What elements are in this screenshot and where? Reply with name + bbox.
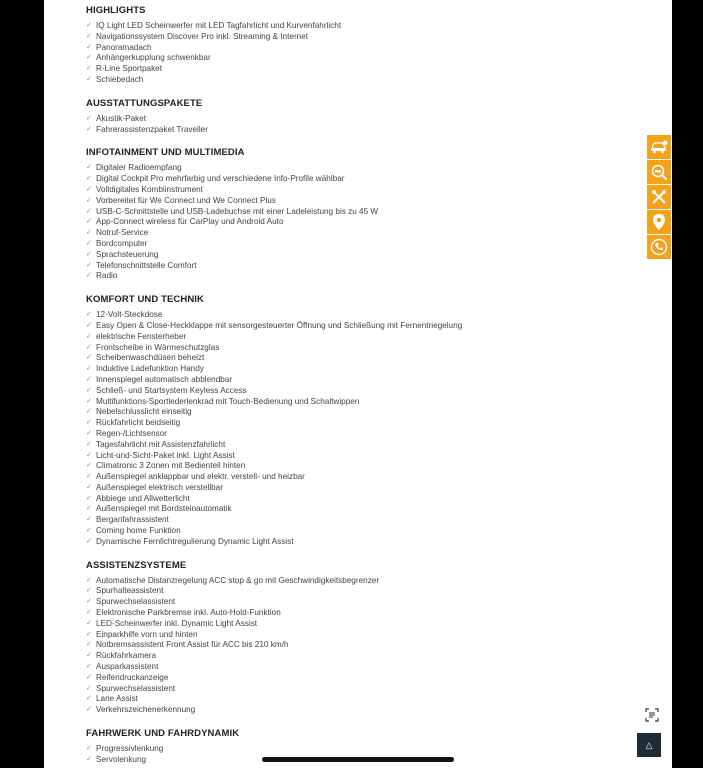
feature-item [86,608,666,619]
feature-label: Sprachsteuerung [96,249,159,259]
scroll-to-top-button[interactable] [637,733,661,757]
feature-label: Frontscheibe in Wärmeschutzglas [96,342,220,352]
feature-label: Ausparkassistent [96,662,159,672]
checkmark-icon: ✓ [86,185,92,193]
checkmark-icon: ✓ [86,229,92,237]
feature-item [86,239,666,250]
feature-item [86,397,666,408]
checkmark-icon: ✓ [86,65,92,73]
equipment-page [44,0,672,768]
feature-item [86,597,666,608]
checkmark-icon: ✓ [86,386,92,394]
checkmark-icon: ✓ [86,397,92,405]
checkmark-icon: ✓ [86,125,92,133]
scan-text-icon [645,708,659,722]
feature-label: Digital Cockpit Pro mehrfarbig und verschiedene Info-Profile wählbar [96,174,345,184]
feature-item [86,440,666,451]
checkmark-icon: ✓ [86,175,92,183]
feature-label: Bordcomputer [96,238,148,248]
feature-label: Dynamische Fernlichtregulierung Dynamic Light Assist [96,536,294,546]
feature-item [86,494,666,505]
feature-label: Navigationssystem Discover Pro inkl. Streaming & Internet [96,31,309,41]
checkmark-icon: ✓ [86,695,92,703]
checkmark-icon: ✓ [86,261,92,269]
service-tools-icon [651,189,667,205]
feature-label: Notruf-Service [96,228,149,238]
feature-label: Lane Assist [96,694,138,704]
feature-item [86,364,666,375]
checkmark-icon: ✓ [86,483,92,491]
location-pin-icon [652,213,666,231]
feature-item [86,515,666,526]
feature-item [86,407,666,418]
feature-label: Schließ- und Startsystem Keyless Access [96,385,247,395]
feature-label: Licht-und-Sicht-Paket inkl. Light Assist [96,450,235,460]
feature-label: USB-C-Schnittstelle und USB-Ladebuchse mit einer Ladeleistung bis zu 45 W [96,206,379,216]
checkmark-icon: ✓ [86,239,92,247]
checkmark-icon: ✓ [86,630,92,638]
feature-label: Climatronic 3 Zonen mit Bedienteil hinten [96,461,246,471]
feature-item [86,196,666,207]
checkmark-icon: ✓ [86,408,92,416]
feature-label: Multifunktions-Sportlederlenkrad mit Touch-Bedienung und Schaltwippen [96,396,360,406]
car-search-icon [650,163,668,181]
checkmark-icon: ✓ [86,311,92,319]
feature-item [86,207,666,218]
phone-contact-icon [650,238,668,256]
feature-label: Regen-/Lichtsensor [96,428,167,438]
feature-item [86,321,666,332]
checkmark-icon: ✓ [86,673,92,681]
feature-item [86,429,666,440]
feature-item [86,705,666,716]
feature-item [86,332,666,343]
feature-item [86,694,666,705]
checkmark-icon: ✓ [86,321,92,329]
feature-item [86,640,666,651]
checkmark-icon: ✓ [86,755,92,763]
checkmark-icon: ✓ [86,641,92,649]
car-trade-icon [650,140,668,154]
feature-label: Schiebedach [96,74,144,84]
feature-label: Einparkhilfe vorn und hinten [96,629,198,639]
checkmark-icon: ✓ [86,22,92,29]
feature-item [86,271,666,282]
feature-label: Nebelschlusslicht einseitig [96,407,192,417]
section-title: FAHRWERK UND FAHRDYNAMIK [86,728,240,740]
feature-list [86,114,666,136]
feature-item [86,64,666,75]
feature-label: Außenspiegel elektrisch verstellbar [96,482,223,492]
checkmark-icon: ✓ [86,272,92,280]
feature-item [86,32,666,43]
feature-item [86,418,666,429]
feature-list [86,744,666,766]
checkmark-icon: ✓ [86,663,92,671]
checkmark-icon: ✓ [86,652,92,660]
feature-item [86,744,666,755]
checkmark-icon: ✓ [86,75,92,83]
feature-item [86,250,666,261]
equipment-section [86,146,666,282]
feature-item [86,483,666,494]
checkmark-icon: ✓ [86,164,92,172]
feature-label: Spurhalteassistent [96,586,164,596]
section-title: INFOTAINMENT UND MULTIMEDIA [86,147,245,159]
feature-label: Rückfahrlicht beidseitig [96,418,181,428]
checkmark-icon: ✓ [86,114,92,122]
feature-item [86,451,666,462]
checkmark-icon: ✓ [86,576,92,584]
feature-item [86,461,666,472]
feature-item [86,21,666,32]
feature-label: Volldigitales Kombiinstrument [96,184,203,194]
home-indicator[interactable] [262,757,454,762]
feature-item [86,43,666,54]
feature-label: Tagesfahrlicht mit Assistenzfahrlicht [96,439,226,449]
feature-item [86,504,666,515]
checkmark-icon: ✓ [86,505,92,513]
feature-label: App-Connect wireless für CarPlay und Android Auto [96,217,284,227]
feature-item [86,526,666,537]
feature-label: Reifendruckanzeige [96,672,169,682]
checkmark-icon: ✓ [86,587,92,595]
feature-label: Akustik-Paket [96,113,147,123]
checkmark-icon: ✓ [86,54,92,62]
equipment-section [86,293,666,548]
feature-item [86,114,666,125]
feature-label: LED-Scheinwerfer inkl. Dynamic Light Assist [96,618,258,628]
section-title: KOMFORT UND TECHNIK [86,294,205,306]
equipment-section [86,97,666,136]
checkmark-icon: ✓ [86,527,92,535]
feature-item [86,310,666,321]
feature-label: elektrische Fensterheber [96,331,187,341]
feature-label: Rückfahrkamera [96,651,157,661]
checkmark-icon: ✓ [86,440,92,448]
feature-item [86,619,666,630]
phone-contact-button[interactable] [647,235,671,259]
feature-label: 12-Volt-Steckdose [96,310,163,320]
feature-list [86,576,666,716]
checkmark-icon: ✓ [86,706,92,714]
feature-item [86,353,666,364]
section-title: AUSSTATTUNGSPAKETE [86,97,203,109]
feature-label: Coming home Funktion [96,526,181,536]
feature-label: Digitaler Radioempfang [96,163,182,173]
checkmark-icon: ✓ [86,354,92,362]
feature-label: Außenspiegel anklappbar und elektr. verstell- und heizbar [96,472,305,482]
equipment-list [86,4,666,768]
feature-label: R-Line Sportpaket [96,64,162,74]
checkmark-icon: ✓ [86,332,92,340]
feature-label: Fahrerassistenzpaket Traveller [96,124,208,134]
side-action-bar [647,135,671,259]
checkmark-icon: ✓ [86,429,92,437]
feature-list [86,21,666,86]
equipment-section [86,559,666,716]
feature-label: Innenspiegel automatisch abblendbar [96,374,233,384]
checkmark-icon: ✓ [86,250,92,258]
section-title: HIGHLIGHTS [86,5,146,16]
feature-item [86,75,666,86]
checkmark-icon: ✓ [86,43,92,51]
car-search-button[interactable] [647,160,671,184]
feature-item [86,586,666,597]
feature-label: Vorbereitet für We Connect und We Connect Plus [96,195,276,205]
feature-item [86,217,666,228]
feature-label: Berganfahrassistent [96,515,169,525]
checkmark-icon: ✓ [86,207,92,215]
feature-label: Elektronische Parkbremse inkl. Auto-Hold-Funktion [96,608,281,618]
checkmark-icon: ✓ [86,609,92,617]
checkmark-icon: ✓ [86,598,92,606]
feature-item [86,174,666,185]
car-trade-button[interactable] [647,135,671,159]
feature-item [86,651,666,662]
feature-item [86,261,666,272]
location-button[interactable] [647,210,671,234]
checkmark-icon: ✓ [86,462,92,470]
feature-label: Progressivlenkung [96,744,164,754]
feature-item [86,343,666,354]
feature-item [86,375,666,386]
feature-label: Anhängerkupplung schwenkbar [96,53,211,63]
feature-list [86,163,666,282]
checkmark-icon: ✓ [86,419,92,427]
feature-label: Verkehrszeichenerkennung [96,705,196,715]
feature-label: Spurwechselassistent [96,597,176,607]
feature-label: Induktive Ladefunktion Handy [96,364,204,374]
arrow-up-icon: △ [645,739,653,750]
feature-item [86,537,666,548]
feature-item [86,684,666,695]
checkmark-icon: ✓ [86,473,92,481]
equipment-section [86,4,666,86]
feature-item [86,125,666,136]
feature-label: Abbiege und Allwetterlicht [96,493,190,503]
scan-button[interactable] [640,703,664,727]
feature-label: Servolenkung [96,754,147,764]
feature-label: Easy Open & Close-Heckklappe mit sensorgesteuerter Öffnung und Schließung mit Fernentriegelung [96,320,463,330]
checkmark-icon: ✓ [86,196,92,204]
checkmark-icon: ✓ [86,32,92,40]
checkmark-icon: ✓ [86,375,92,383]
checkmark-icon: ✓ [86,745,92,753]
checkmark-icon: ✓ [86,343,92,351]
feature-label: Außenspiegel mit Bordsteinautomatik [96,504,232,514]
service-tools-button[interactable] [647,185,671,209]
checkmark-icon: ✓ [86,451,92,459]
feature-label: Radio [96,271,118,281]
checkmark-icon: ✓ [86,494,92,502]
feature-item [86,53,666,64]
feature-label: Panoramadach [96,42,152,52]
feature-item [86,386,666,397]
checkmark-icon: ✓ [86,365,92,373]
feature-label: Spurwechselassistent [96,683,176,693]
section-title: ASSISTENZSYSTEME [86,559,187,571]
feature-list [86,310,666,548]
feature-item [86,185,666,196]
feature-item [86,163,666,174]
feature-label: Automatische Distanzregelung ACC stop & go mit Geschwindigkeitsbegrenzer [96,575,380,585]
feature-label: IQ Light LED Scheinwerfer mit LED Tagfahrlicht und Kurvenfahrlicht [96,21,342,30]
feature-label: Scheibenwaschdüsen beheizt [96,353,205,363]
feature-label: Notbremsassistent Front Assist für ACC bis 210 km/h [96,640,289,650]
checkmark-icon: ✓ [86,218,92,226]
checkmark-icon: ✓ [86,516,92,524]
feature-item [86,662,666,673]
feature-item [86,576,666,587]
checkmark-icon: ✓ [86,619,92,627]
checkmark-icon: ✓ [86,684,92,692]
feature-item [86,673,666,684]
feature-item [86,228,666,239]
feature-item [86,630,666,641]
feature-item [86,472,666,483]
checkmark-icon: ✓ [86,537,92,545]
feature-label: Telefonschnittstelle Comfort [96,260,197,270]
